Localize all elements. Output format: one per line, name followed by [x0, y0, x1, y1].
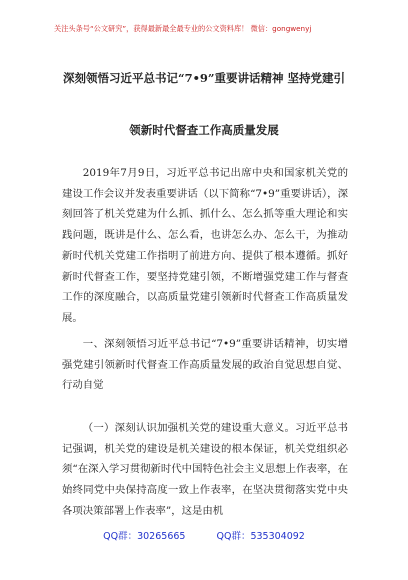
paragraph-intro-text: 2019年7月9日，习近平总书记出席中央和国家机关党的建设工作会议并发表重要讲话（以下简称“7•9”重要讲话），深刻回答了机关党建为什么抓、抓什么、怎么抓等重大理论和实践问题，既讲是什么、怎么看，也讲怎么办、怎么干，为推动新时代机关党建工作指明了前进方向、提供了根本遵循。抓好新时代督查工作，要坚持党建引领，不断增强党建工作与督查工作的深度融合，以高质量党建引领新时代督查工作高质量发展。 [62, 167, 348, 324]
document-title-line2: 领新时代督查工作高质量发展 [129, 123, 279, 137]
footer [0, 528, 408, 542]
header-notice: 关注头条号“公文研究”，获得最新最全最专业的公文资料库！ 微信：gongwenyj [54, 24, 312, 33]
document-title-line1: 深刻领悟习近平总书记“7•9”重要讲话精神 坚持党建引 [62, 71, 346, 85]
paragraph-section-heading-text: 一、深刻领悟习近平总书记“7•9”重要讲话精神，切实增强党建引领新时代督查工作高质量发展的政治自觉思想自觉、行动自觉 [62, 338, 348, 392]
footer-qq-group-1: QQ群：30265665 [103, 531, 186, 542]
paragraph-intro [62, 163, 348, 329]
paragraph-subsection [62, 418, 348, 522]
paragraph-section-heading [62, 334, 348, 396]
footer-qq-group-2: QQ群：535304092 [216, 531, 305, 542]
paragraph-subsection-text: （一）深刻认识加强机关党的建设重大意义。习近平总书记强调，机关党的建设是机关建设的根本保证，机关党组织必须“在深入学习贯彻新时代中国特色社会主义思想上作表率，在始终同党中央保持高度一致上作表率，在坚决贯彻落实党中央各项决策部署上作表率”，这是由机 [62, 422, 348, 517]
